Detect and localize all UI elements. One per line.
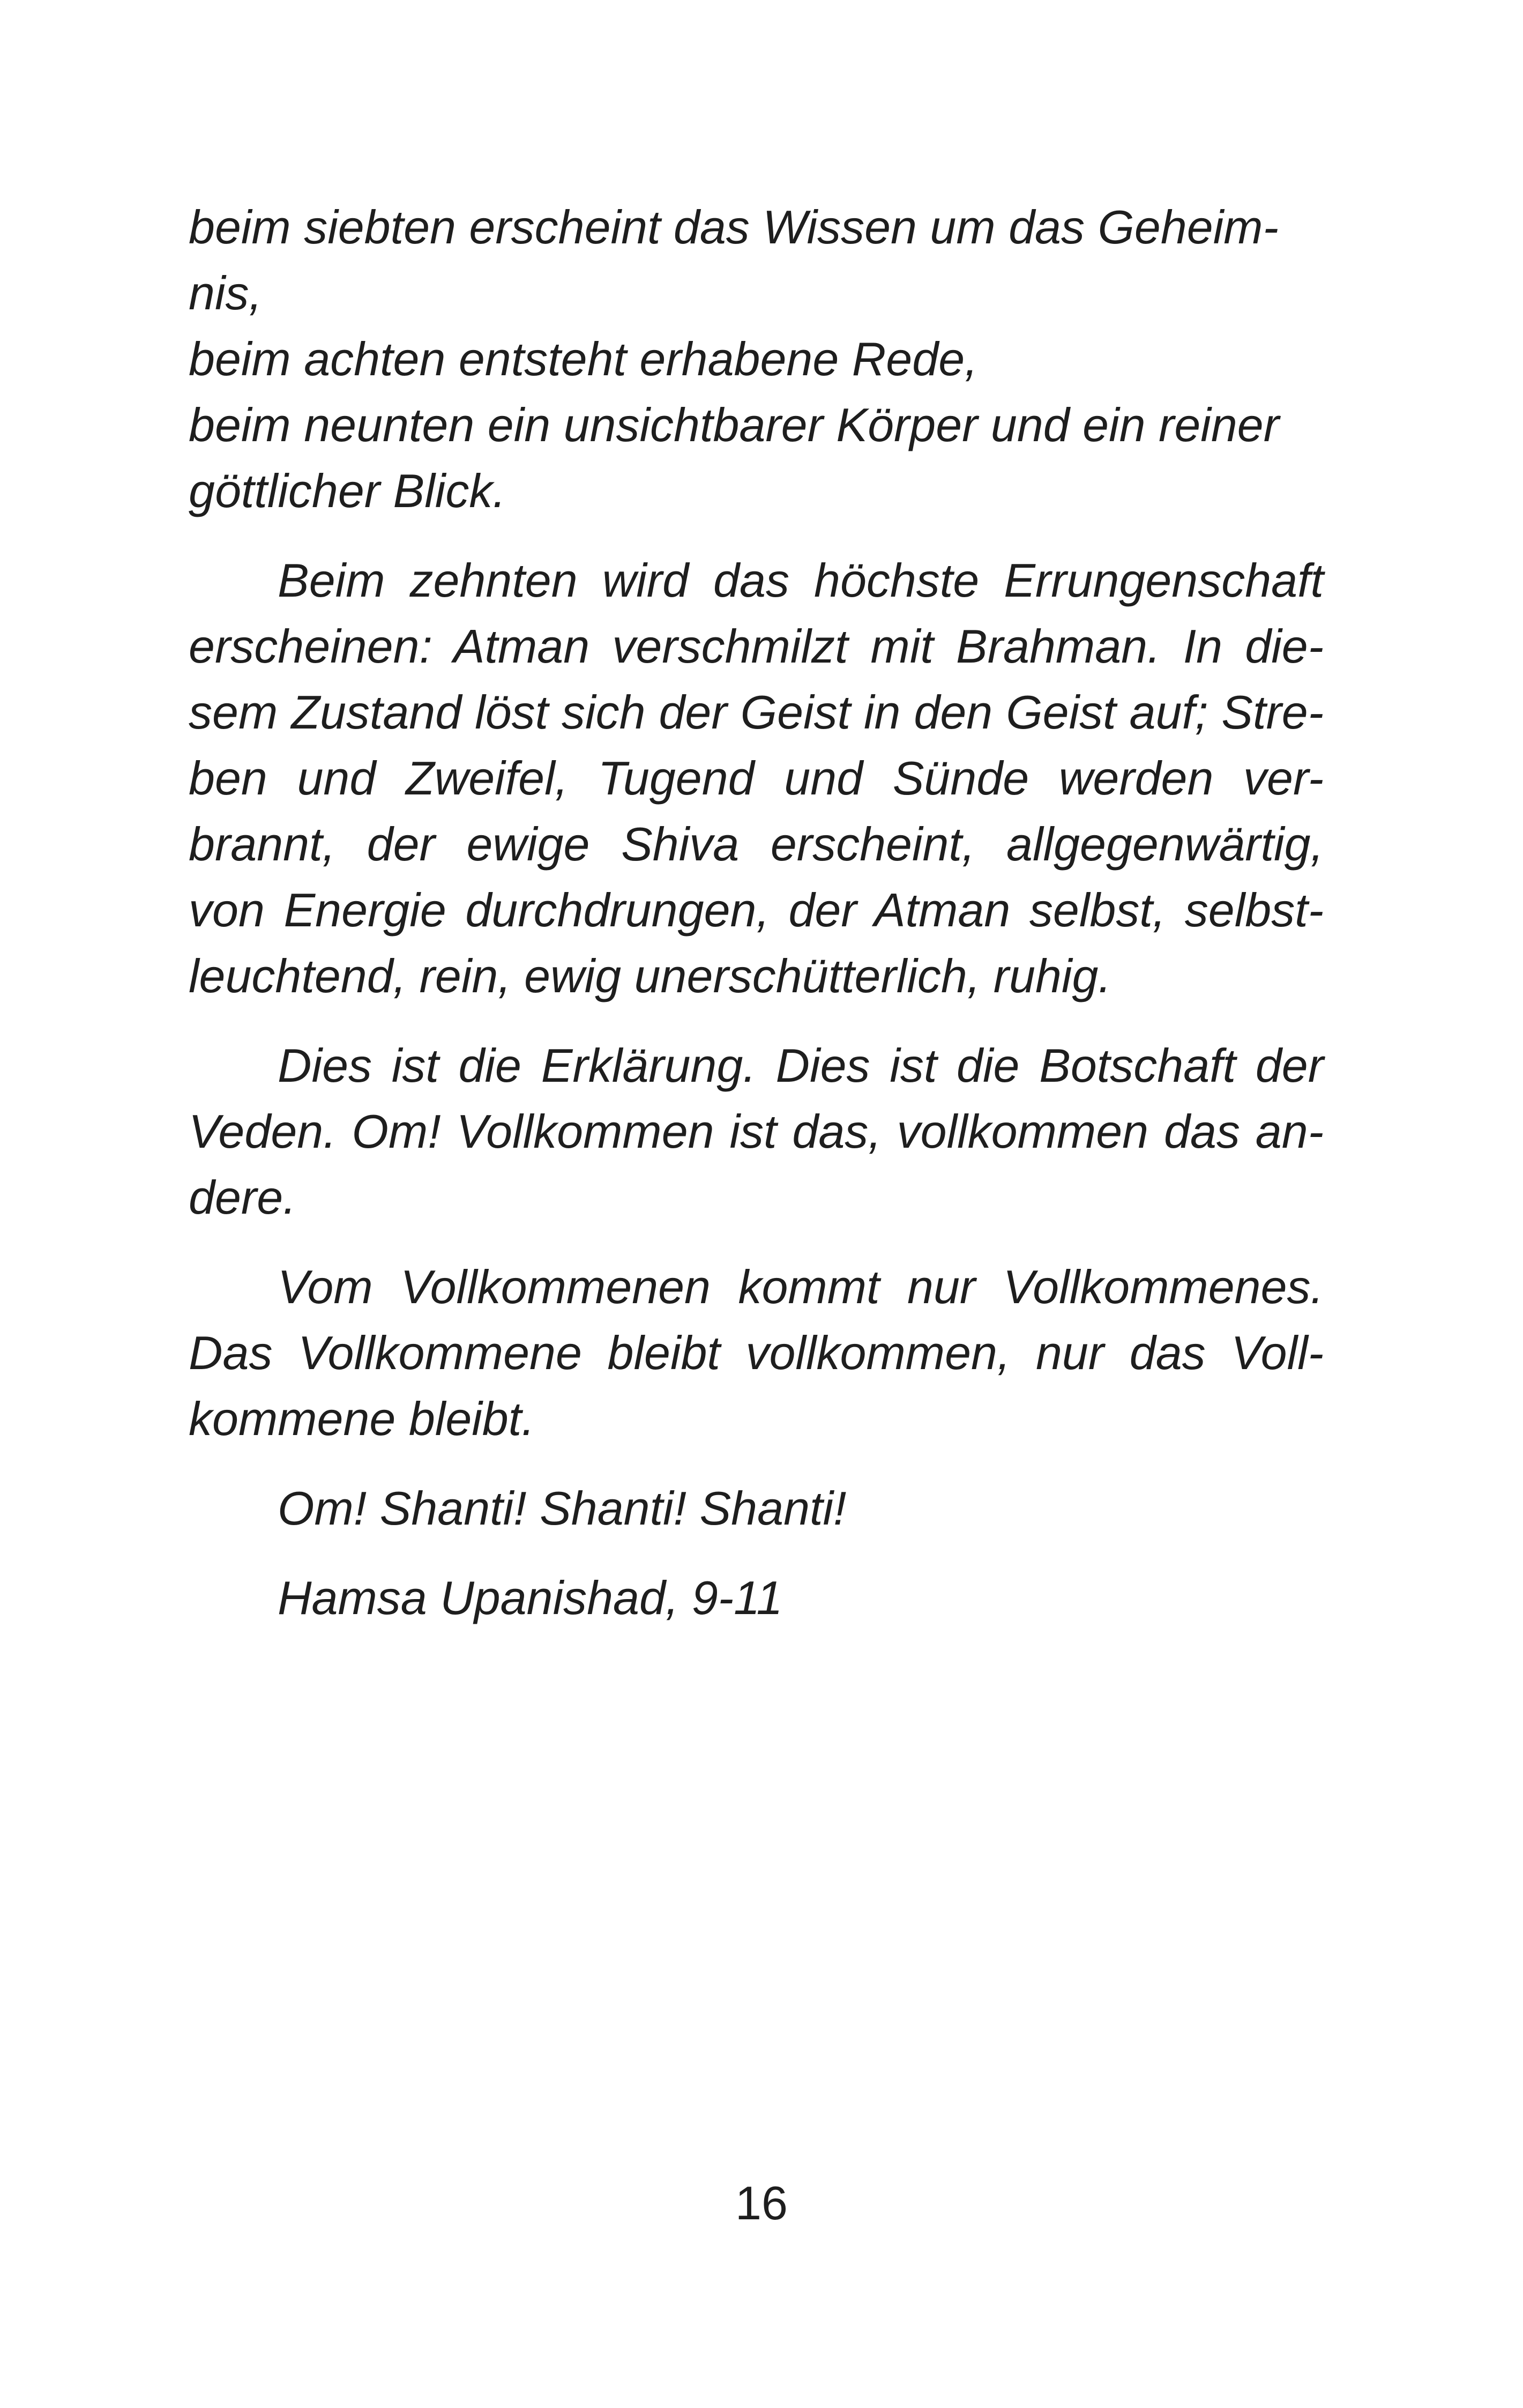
paragraph-line: Beim zehnten wird das höchste Errungenschaft <box>278 554 1324 607</box>
paragraph-line: erscheinen: Atman verschmilzt mit Brahman. In die- <box>189 620 1324 673</box>
page-number: 16 <box>735 2176 788 2229</box>
paragraph-line: Dies ist die Erklärung. Dies ist die Botschaft der <box>278 1039 1324 1092</box>
paragraph-line: kommene bleibt. <box>189 1392 535 1445</box>
paragraph-line: brannt, der ewige Shiva erscheint, allgegenwärtig, <box>189 817 1324 871</box>
paragraph-line: Das Vollkommene bleibt vollkommen, nur das Voll- <box>189 1326 1324 1379</box>
citation-line: Hamsa Upanishad, 9-11 <box>278 1571 783 1624</box>
verse-line: beim siebten erscheint das Wissen um das Geheim- <box>189 200 1279 254</box>
paragraph-line: Vom Vollkommenen kommt nur Vollkommenes. <box>278 1260 1324 1313</box>
page-body <box>189 194 1324 1631</box>
verse-block <box>189 194 1324 524</box>
paragraph-explanation <box>189 1032 1324 1230</box>
paragraph-tenth-stage <box>189 547 1324 1009</box>
paragraph-line: leuchtend, rein, ewig unerschütterlich, ruhig. <box>189 949 1111 1002</box>
verse-line: beim achten entsteht erhabene Rede, <box>189 332 978 385</box>
source-citation <box>189 1565 1324 1631</box>
verse-line: nis, <box>189 266 262 319</box>
closing-line: Om! Shanti! Shanti! Shanti! <box>278 1482 847 1535</box>
paragraph-line: ben und Zweifel, Tugend und Sünde werden ver- <box>189 752 1324 805</box>
verse-line: beim neunten ein unsichtbarer Körper und ein reiner <box>189 398 1280 451</box>
paragraph-line: Veden. Om! Vollkommen ist das, vollkommen das an- <box>189 1105 1324 1158</box>
paragraph-line: von Energie durchdrungen, der Atman selbst, selbst- <box>189 883 1324 937</box>
closing-invocation <box>189 1475 1324 1541</box>
paragraph-line: sem Zustand löst sich der Geist in den Geist auf; Stre- <box>189 686 1324 739</box>
paragraph-line: dere. <box>189 1171 296 1224</box>
verse-line: göttlicher Blick. <box>189 464 506 517</box>
paragraph-perfection <box>189 1254 1324 1452</box>
